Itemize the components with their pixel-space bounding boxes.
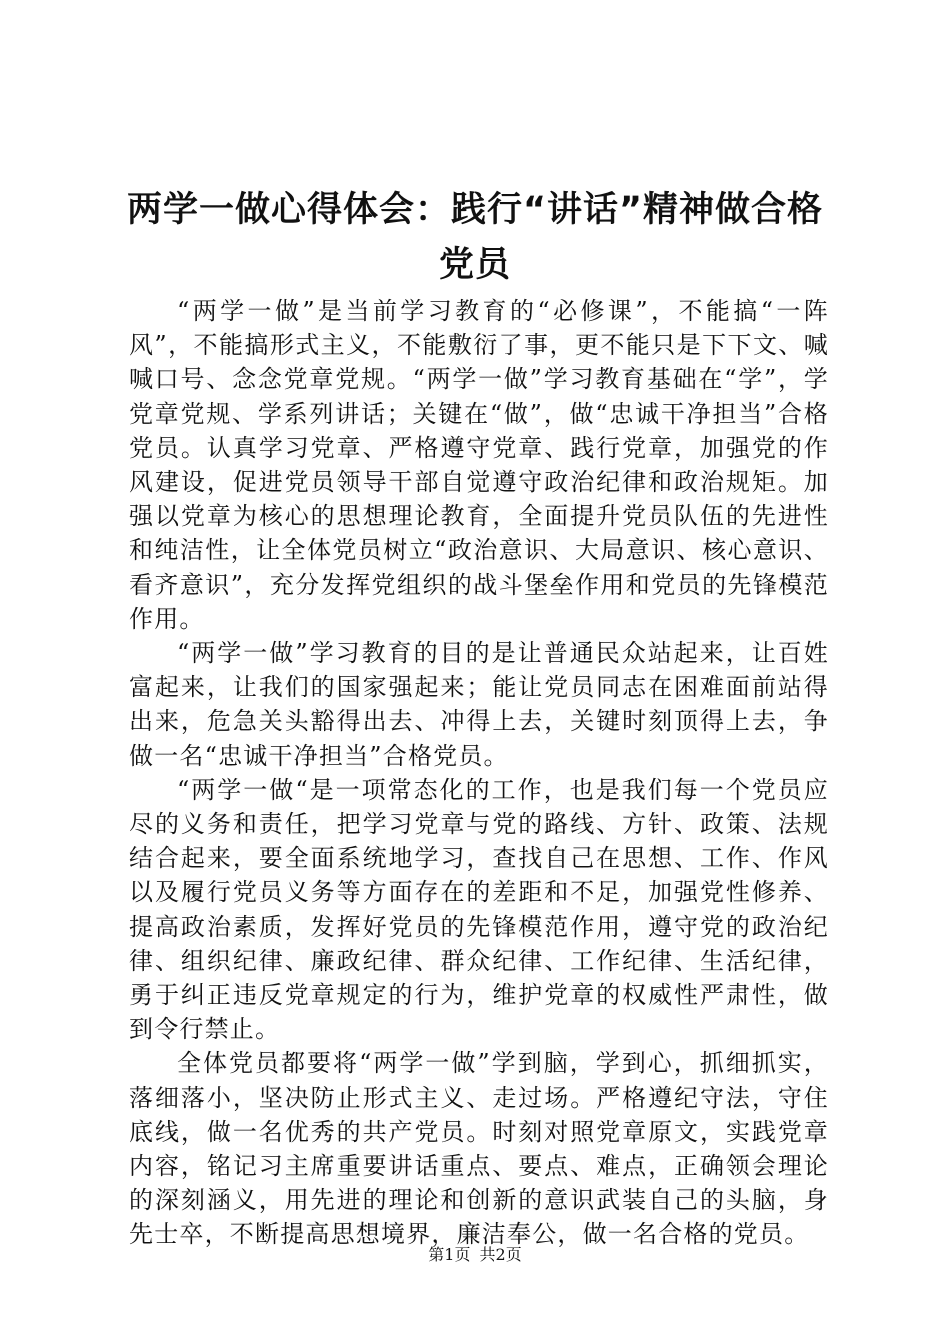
document-title-line-2: 党员 bbox=[438, 245, 511, 285]
paragraph: 全体党员都要将“两学一做”学到脑，学到心，抓细抓实，落细落小，坚决防止形式主义、走过场。严格遵纪守法，守住底线，做一名优秀的共产党员。时刻对照党章原文，实践党章内容，铭记习主席重要讲话重点、要点、难点，正确领会理论的深刻涵义，用先进的理论和创新的意识武装自己的头脑，身先士卒，不断提高思想境界，廉洁奉公，做一名合格的党员。 bbox=[129, 1049, 829, 1249]
document-title-line-1: 两学一做心得体会：践行“讲话”精神做合格 bbox=[126, 190, 823, 230]
page-footer bbox=[0, 1244, 950, 1266]
paragraph: “两学一做”是当前学习教育的“必修课”，不能搞“一阵风”，不能搞形式主义，不能敷衍了事，更不能只是下下文、喊喊口号、念念党章党规。“两学一做”学习教育基础在“学”，学党章党规、学系列讲话；关键在“做”，做“忠诚干净担当”合格党员。认真学习党章、严格遵守党章、践行党章，加强党的作风建设，促进党员领导干部自觉遵守政治纪律和政治规矩。加强以党章为核心的思想理论教育，全面提升党员队伍的先进性和纯洁性，让全体党员树立“政治意识、大局意识、核心意识、看齐意识”，充分发挥党组织的战斗堡垒作用和党员的先锋模范作用。 bbox=[129, 297, 829, 633]
paragraph: “两学一做”学习教育的目的是让普通民众站起来，让百姓富起来，让我们的国家强起来；能让党员同志在困难面前站得出来，危急关头豁得出去、冲得上去，关键时刻顶得上去，争做一名“忠诚干净担当”合格党员。 bbox=[129, 639, 829, 770]
page-total: 共2页 bbox=[479, 1245, 522, 1264]
paragraph: “两学一做“是一项常态化的工作，也是我们每一个党员应尽的义务和责任，把学习党章与党的路线、方针、政策、法规结合起来，要全面系统地学习，查找自己在思想、工作、作风以及履行党员义务等方面存在的差距和不足，加强党性修养、提高政治素质，发挥好党员的先锋模范作用，遵守党的政治纪律、组织纪律、廉政纪律、群众纪律、工作纪律、生活纪律，勇于纠正违反党章规定的行为，维护党章的权威性严肃性，做到令行禁止。 bbox=[129, 775, 829, 1044]
document-body bbox=[129, 294, 829, 1252]
page-number: 第1页 bbox=[428, 1245, 471, 1264]
